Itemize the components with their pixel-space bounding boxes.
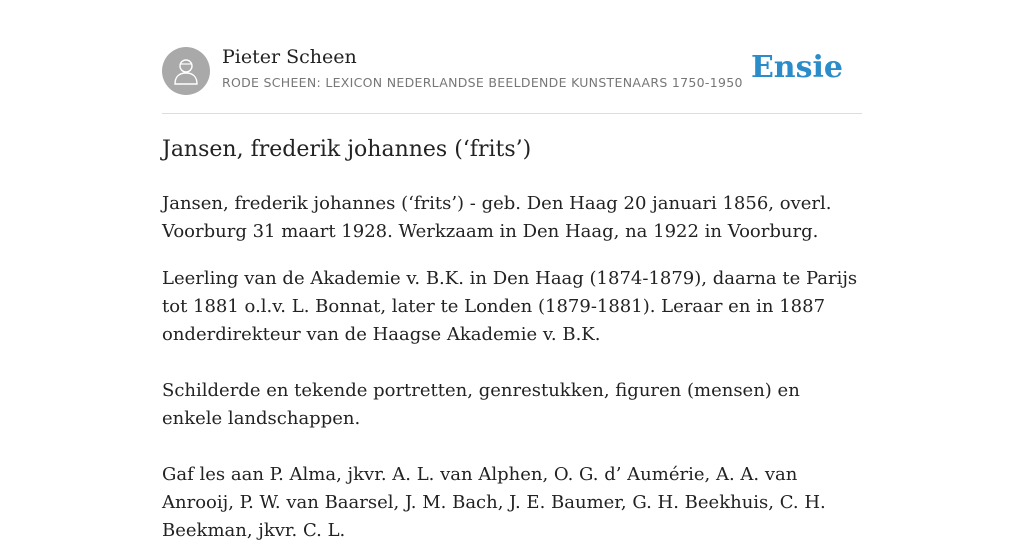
source-title[interactable]: RODE SCHEEN: LEXICON NEDERLANDSE BEELDENDE KUNSTENAARS 1750-1950 (222, 75, 743, 90)
header-divider (162, 113, 862, 114)
ensie-logo[interactable]: Ensie (750, 50, 843, 85)
avatar[interactable] (162, 47, 210, 95)
paragraph-works: Schilderde en tekende portretten, genrestukken, figuren (mensen) en enkele landschappen. (162, 380, 800, 429)
header (162, 46, 862, 96)
article-body (162, 190, 862, 545)
paragraph-education: Leerling van de Akademie v. B.K. in Den Haag (1874-1879), daarna te Parijs tot 1881 o.l.v. L. Bonnat, later te Londen (1879-1881). Leraar en in 1887 onderdirekteur van de Haagse Akademie v. B.K. (162, 268, 858, 345)
user-silhouette-icon (172, 56, 200, 86)
paragraph-students: Gaf les aan P. Alma, jkvr. A. L. van Alphen, O. G. d’ Aumérie, A. A. van Anrooij, P. W. van Baarsel, J. M. Bach, J. E. Baumer, G. H. Beekhuis, C. H. Beekman, jkvr. C. L. (162, 464, 826, 541)
paragraph-birth-death: Jansen, frederik johannes (‘frits’) - geb. Den Haag 20 januari 1856, overl. Voorburg 31 maart 1928. Werkzaam in Den Haag, na 1922 in Voorburg. (162, 193, 832, 242)
article-title: Jansen, frederik johannes (‘frits’) (162, 137, 532, 162)
author-name[interactable]: Pieter Scheen (222, 46, 357, 68)
